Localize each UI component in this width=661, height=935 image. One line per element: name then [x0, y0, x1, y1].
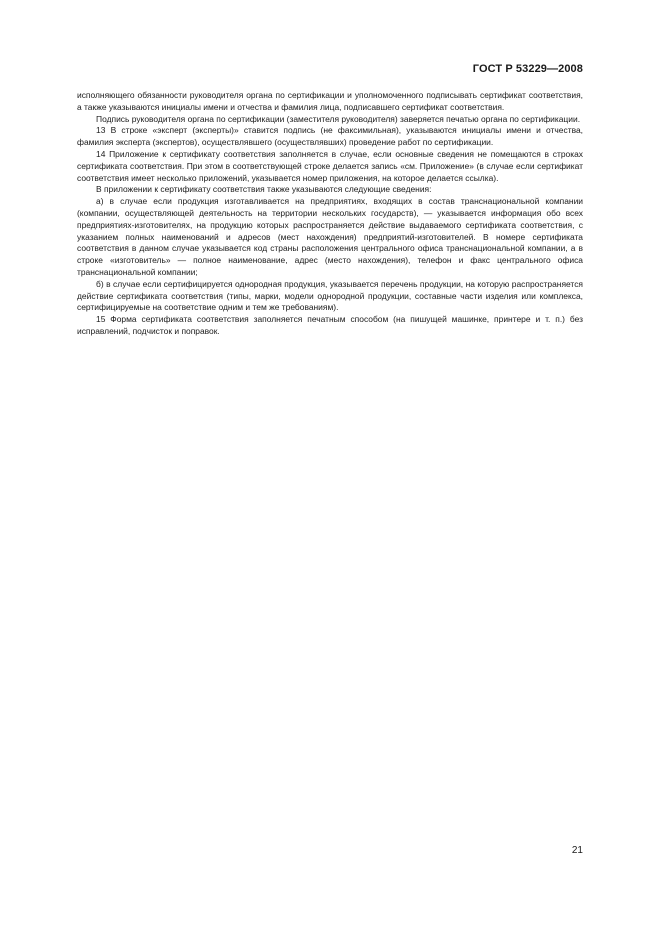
document-code-header: ГОСТ Р 53229—2008	[472, 63, 583, 75]
paragraph-item-15: 15 Форма сертификата соответствия заполняется печатным способом (на пишущей машинке, принтере и т. п.) без исправлений, подчисток и поправок.	[77, 314, 583, 336]
paragraph-item-b: б) в случае если сертифицируется однородная продукция, указывается перечень продукции, на которую распространяется действие сертификата соответствия (типы, марки, модели однородной продукции, составные части изделия или комплекса, сертифицируемые на соответствие одним и тем же требованиям).	[77, 278, 583, 313]
paragraph-continuation: исполняющего обязанности руководителя органа по сертификации и уполномоченного подписывать сертификат соответствия, а также указываются инициалы имени и отчества и фамилия лица, подписавшего сертификат соответствия.	[77, 90, 583, 112]
paragraph-item-14: 14 Приложение к сертификату соответствия заполняется в случае, если основные сведения не помещаются в строках сертификата соответствия. При этом в соответствующей строке делается запись «см. Приложение» (в случае если сертификат соответствия имеет несколько приложений, указывается номер приложения, на которое делается ссылка).	[77, 148, 583, 183]
paragraph-item-a: а) в случае если продукция изготавливается на предприятиях, входящих в состав транснациональной компании (компании, осуществляющей деятельность на территории нескольких государств), — указывается информация обо всех предприятиях-изготовителях, на продукцию которых распространяется действие выдаваемого сертификата соответствия, с указанием полных наименований и адресов (мест нахождения) предприятий-изготовителей. В номере сертификата соответствия в данном случае указывается код страны расположения центрального офиса транснациональной компании, а в строке «изготовитель» — полное наименование, адрес (место нахождения), телефон и факс центрального офиса транснациональной компании;	[77, 196, 583, 277]
body-text	[77, 90, 583, 338]
paragraph-item-13: 13 В строке «эксперт (эксперты)» ставится подпись (не факсимильная), указываются инициалы имени и отчества, фамилия эксперта (экспертов), осуществлявшего (осуществлявших) проведение работ по сертификации.	[77, 125, 583, 148]
page-number: 21	[571, 845, 583, 856]
paragraph-appendix-info: В приложении к сертификату соответствия также указываются следующие сведения:	[96, 184, 432, 195]
paragraph-signature-seal: Подпись руководителя органа по сертификации (заместителя руководителя) заверяется печатью органа по сертификации.	[96, 113, 581, 124]
